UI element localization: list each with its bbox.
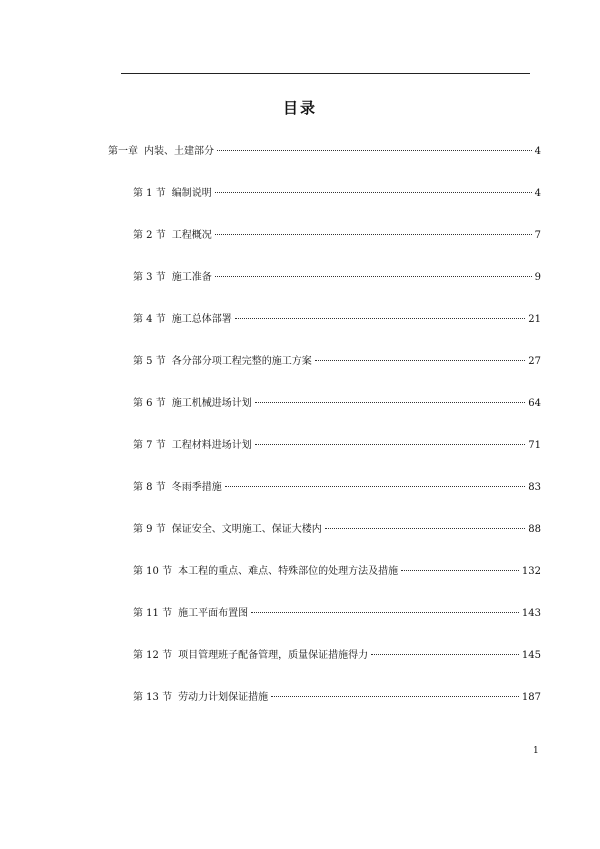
toc-entry-page: 88 — [528, 524, 541, 535]
dot-leader — [255, 444, 526, 445]
toc-entry-number: 第一章 — [108, 146, 138, 157]
toc-entry-page: 27 — [528, 356, 541, 367]
toc-entry-label: 施工平面布置图 — [178, 608, 249, 619]
dot-leader — [217, 150, 532, 151]
dot-leader — [215, 276, 532, 277]
toc-entry-label: 各分部分项工程完整的施工方案 — [171, 356, 312, 367]
toc-title: 目录 — [282, 99, 317, 117]
toc-entry-section-5[interactable] — [133, 354, 541, 370]
dot-leader — [255, 402, 526, 403]
dot-leader — [325, 528, 526, 529]
toc-entry-number: 第 3 节 — [133, 272, 166, 283]
toc-entry-number: 第 1 节 — [133, 188, 166, 199]
toc-entry-section-11[interactable] — [133, 606, 541, 622]
toc-entry-number: 第 9 节 — [133, 524, 166, 535]
toc-entry-section-6[interactable] — [133, 396, 541, 412]
toc-entry-section-9[interactable] — [133, 522, 541, 538]
toc-entry-page: 4 — [534, 146, 541, 157]
toc-entry-page: 145 — [521, 650, 541, 661]
toc-entry-section-13[interactable] — [133, 690, 541, 706]
toc-entry-page: 132 — [521, 566, 541, 577]
toc-entry-section-8[interactable] — [133, 480, 541, 496]
toc-entry-page: 7 — [534, 230, 541, 241]
toc-entry-label: 保证安全、文明施工、保证大楼内 — [171, 524, 322, 535]
toc-entry-chapter-1[interactable] — [108, 144, 541, 160]
toc-entry-number: 第 4 节 — [133, 314, 166, 325]
toc-entry-section-3[interactable] — [133, 270, 541, 286]
dot-leader — [271, 696, 519, 697]
toc-entry-label: 施工总体部署 — [171, 314, 232, 325]
dot-leader — [225, 486, 526, 487]
toc-entry-page: 64 — [528, 398, 541, 409]
dot-leader — [371, 654, 519, 655]
toc-entry-number: 第 2 节 — [133, 230, 166, 241]
dot-leader — [251, 612, 519, 613]
toc-entry-number: 第 6 节 — [133, 398, 166, 409]
toc-entry-label: 工程材料进场计划 — [171, 440, 252, 451]
toc-entry-number: 第 7 节 — [133, 440, 166, 451]
toc-entry-number: 第 5 节 — [133, 356, 166, 367]
toc-entry-page: 9 — [534, 272, 541, 283]
toc-entry-label: 本工程的重点、难点、特殊部位的处理方法及措施 — [178, 566, 399, 577]
page-number: 1 — [533, 746, 539, 756]
toc-entry-label: 项目管理班子配备管理，质量保证措施得力 — [178, 650, 369, 661]
toc-entry-page: 187 — [521, 692, 541, 703]
dot-leader — [235, 318, 526, 319]
dot-leader — [215, 192, 532, 193]
toc-entry-number: 第 12 节 — [133, 650, 173, 661]
toc-entry-label: 冬雨季措施 — [171, 482, 222, 493]
toc-entry-label: 内装、土建部分 — [144, 146, 214, 157]
toc-entry-number: 第 8 节 — [133, 482, 166, 493]
toc-entry-label: 编制说明 — [171, 188, 212, 199]
toc-entry-label: 劳动力计划保证措施 — [178, 692, 269, 703]
toc-entry-section-2[interactable] — [133, 228, 541, 244]
toc-entry-section-10[interactable] — [133, 564, 541, 580]
toc-entry-label: 施工准备 — [171, 272, 212, 283]
toc-entry-page: 83 — [528, 482, 541, 493]
dot-leader — [215, 234, 532, 235]
toc-entry-number: 第 11 节 — [133, 608, 173, 619]
toc-entry-page: 71 — [528, 440, 541, 451]
toc-entry-section-12[interactable] — [133, 648, 541, 664]
toc-entry-section-4[interactable] — [133, 312, 541, 328]
dot-leader — [401, 570, 519, 571]
toc-entry-page: 4 — [534, 188, 541, 199]
toc-entry-page: 21 — [528, 314, 541, 325]
toc-entry-section-7[interactable] — [133, 438, 541, 454]
toc-entry-page: 143 — [521, 608, 541, 619]
toc-entry-number: 第 10 节 — [133, 566, 173, 577]
toc-entry-label: 施工机械进场计划 — [171, 398, 252, 409]
toc-entry-number: 第 13 节 — [133, 692, 173, 703]
dot-leader — [315, 360, 526, 361]
toc-entry-label: 工程概况 — [171, 230, 212, 241]
toc-entry-section-1[interactable] — [133, 186, 541, 202]
